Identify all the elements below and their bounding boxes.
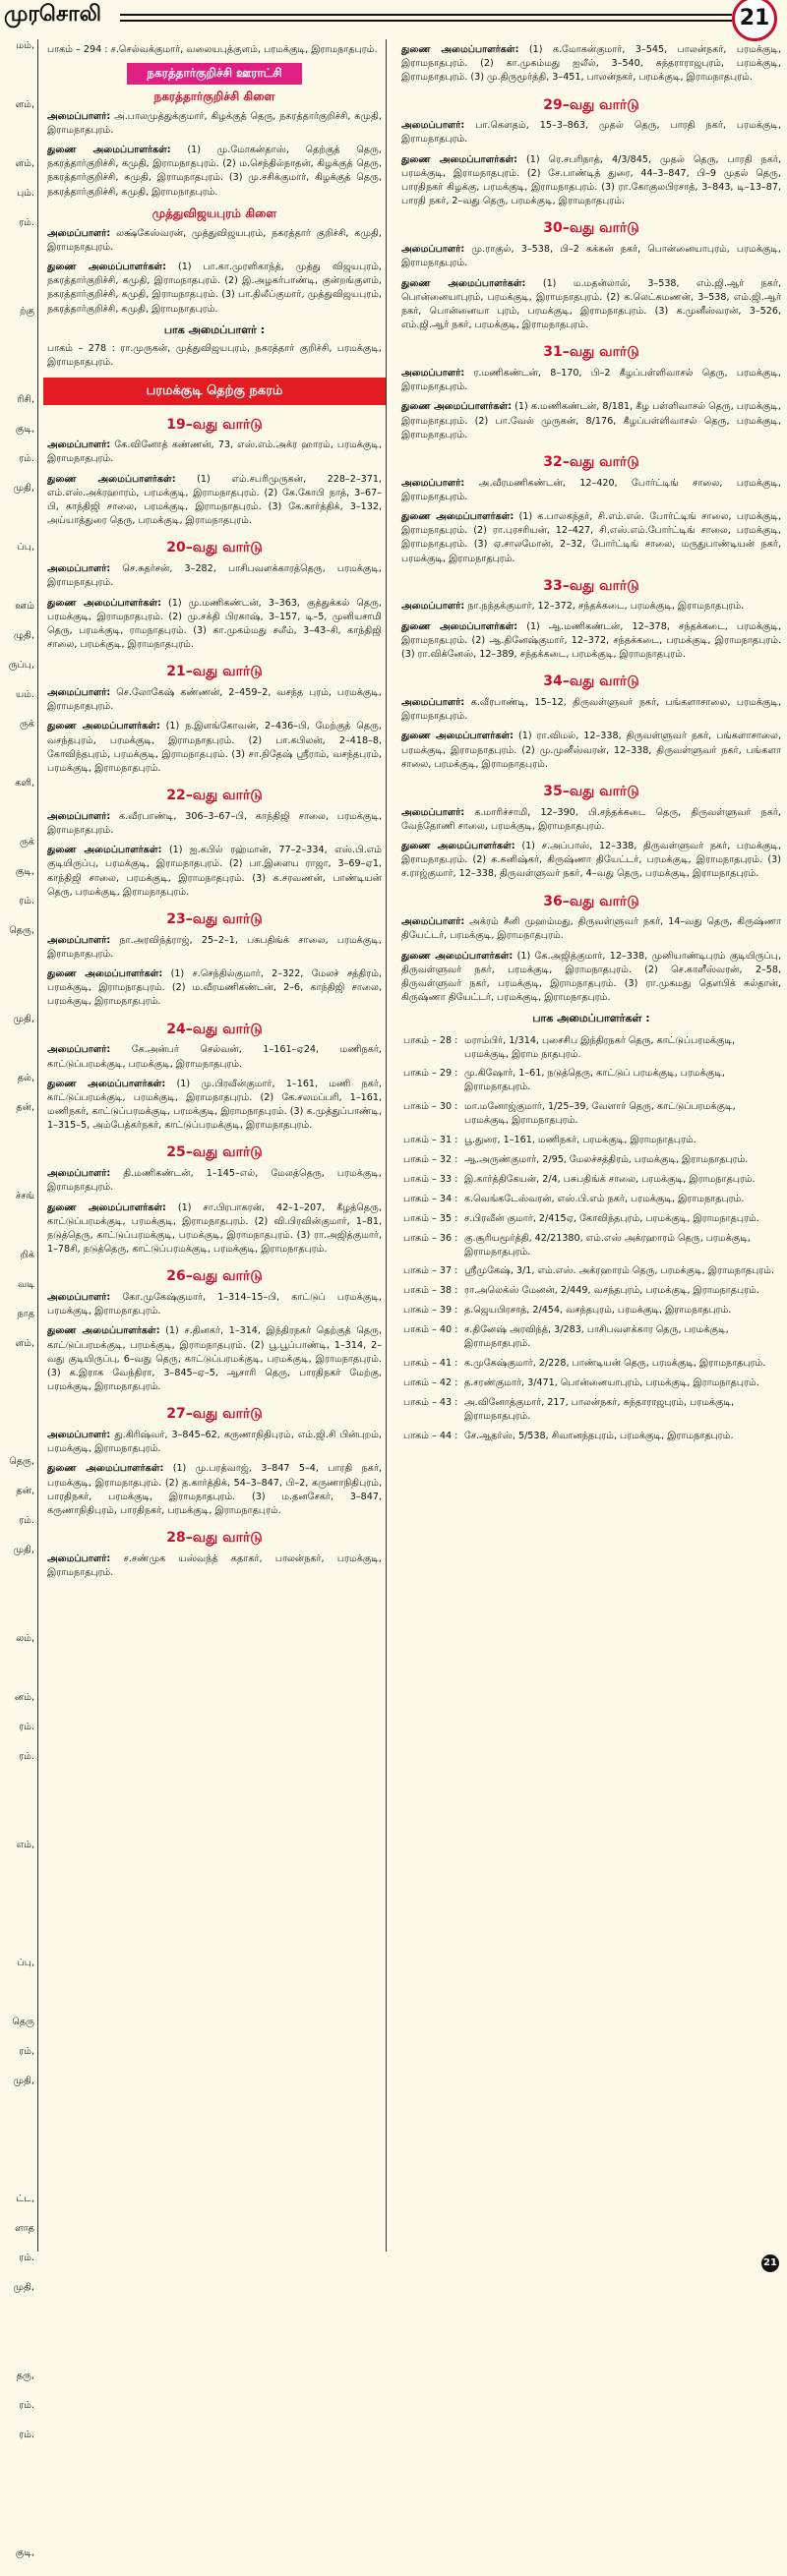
ward-secretary: அமைப்பாளர்: மு.ராகுல், 3–538, பி–2 கக்கன் நகர், பொன்னையாபுரம், பரமக்குடி, இராமநாதபுரம். [401,244,781,269]
ward-heading: 32–வது வார்டு [543,453,639,470]
booth-agent: அ.வினோத்குமார், 217, பாலன்நகர், சுந்தாராஜபுரம், பரமக்குடி, இராமநாதபுரம். [464,1396,735,1422]
cut-text-fragment: ப்பு, [17,1958,34,1968]
cut-text-fragment: ரம், [19,2046,34,2057]
cut-text-fragment [0,2340,37,2370]
cut-text-fragment [0,1927,37,1957]
footer-page-number: 21 [761,2254,779,2272]
booth-row [401,1209,781,1229]
cut-text-fragment: ருக் [19,837,34,848]
cut-text-fragment: தெரு [12,2017,34,2027]
booth-number: பாகம் – 32 : [403,1153,458,1165]
booth-agent: த.ஜெயபிரசாத், 2/454, வசந்தபுரம், பரமக்குடி, இராமநாதபுரம். [464,1305,732,1317]
cut-text-fragment: நாத [17,1309,34,1319]
booth-row [401,1320,781,1354]
cut-text-fragment: பும். [17,188,34,199]
cut-text-fragment [0,2311,37,2340]
cut-text-fragment [0,1367,37,1396]
section-banner: பரமக்குடி தெற்கு நகரம் [43,378,386,404]
booth-number: பாகம் – 30 : [403,1101,458,1113]
booth-number: பாகம் – 44 : [403,1430,458,1441]
ward-deputies: துணை அமைப்பாளர்கள்: (1) ஐ.கபில் ரஹ்மான், 77–2–334, எஸ்.பி.எம் குடியிருப்பு, பரமக்குடி, இராமநாதபுரம். (2) பா.இளைய ராஜா, 3–69–ஏ1, காந்திஜி சாலை, பரமக்குடி, இராமநாதபுரம். (3) க.சரவணன், பாண்டியன் தெரு, பரமக்குடி, இராமநாதபுரம். [47,845,382,898]
booth-row [401,1301,781,1320]
ward-heading: 23–வது வார்டு [166,910,263,927]
right-column [394,39,787,2252]
booth-row [401,1393,781,1427]
cut-text-fragment: ரிசி, [17,394,34,405]
middle-column [43,39,387,2252]
ward-heading: 22–வது வார்டு [166,788,263,804]
cut-text-fragment [0,2104,37,2134]
cut-text-fragment: ரம். [19,453,34,464]
booth-number: பாகம் – 39 : [403,1305,458,1317]
booth-agent: மா.மனோஜ்குமார், 1/25–39, வேளார் தெரு, காட்டுப்பரமக்குடி, பரமக்குடி, இராமநாதபுரம். [464,1101,736,1127]
ward-list-right [401,95,781,1006]
cut-text-fragment: வடி [18,1279,34,1290]
ward-heading: 24–வது வார்டு [166,1021,263,1037]
cut-text-fragment: ளம், [15,158,34,169]
ward-heading: 27–வது வார்டு [166,1406,263,1423]
cut-text-fragment: ரம். [19,2400,34,2411]
booth-row [401,1190,781,1209]
cut-text-fragment: ப்பு, [17,542,34,553]
ward-deputies: துணை அமைப்பாளர்கள்: (1) ம.மதன்லால், 3–538, எம்.ஜி.ஆர் நகர், பொன்னையாபுரம், பரமக்குடி, இராமநாதபுரம். (2) க.லெட்சுமணன், 3–538, எம்.ஜி.ஆர் நகர், பொன்னையா புரம், பரமக்குடி, இராமநாதபுரம். (3) க.முனீஸ்வரன், 3–526, எம்.ஜி.ஆர் நகர், பரமக்குடி, இராமநாதபுரம். [401,277,781,331]
ward-deputies: துணை அமைப்பாளர்கள்: (1) மு.மணிகண்டன், 3–363, குத்துக்கல் தெரு, பரமக்குடி, இராமநாதபுரம். (2) மு.சக்தி பிரகாஷ், 3–157, டி–5, முனியசாமி தெரு, பரமக்குடி, ராமநாதபுரம். (3) கா.முகம்மது சலீம், 3–43–சி, காந்திஜி சாலை, பரமக்குடி, இராமநாதபுரம். [47,597,382,651]
booth-agent: மராம்பிர், 1/314, புசைசிப இந்திரநகர் தெரு, காட்டுப்பரமக்குடி, பரமக்குடி, இராம நாதபுரம். [464,1034,736,1060]
cut-text-fragment: லம், [16,1633,34,1644]
ward-list-middle [47,415,382,1581]
ward-secretary: அமைப்பாளர்: கே.அன்பர் செல்வன், 1–161–ஏ24, மணிநகர், காட்டுப்பரமக்குடி, பரமக்குடி, இராமநாதபுரம். [47,1044,382,1070]
ward-secretary: அமைப்பாளர்: ர.மணிகண்டன், 8–170, பி–2 கீழப்பள்ளிவாசல் தெரு, பரமக்குடி, இராமநாதபுரம். [401,367,781,393]
booth-row [401,1131,781,1150]
booth-number: பாகம் – 42 : [403,1376,458,1388]
cut-text-fragment [0,2488,37,2517]
booth-row [401,1031,781,1065]
cut-text-fragment [0,69,37,98]
cut-text-fragment [0,2458,37,2488]
header-rule [120,14,732,22]
ward-heading: 34–வது வார்டு [543,673,639,690]
ward-heading: 33–வது வார்டு [543,577,639,594]
article-columns [0,39,787,2558]
cut-text-fragment [0,806,37,836]
cut-text-fragment [0,2163,37,2193]
ward-secretary: அமைப்பாளர்: பா.கௌதம், 15–3–863, முதல் தெரு, பாரதி நகர், பரமக்குடி, இராமநாதபுரம். [401,120,781,146]
booth-agent: ச.பிரவீன் குமார், 2/415ஏ, கோவிந்தபுரம், பரமக்குடி, இராமநாதபுரம். [464,1212,759,1224]
cut-text-fragment: தன், [16,1486,34,1496]
cut-text-fragment: களி, [15,778,34,789]
cut-text-fragment [0,1160,37,1190]
cut-text-fragment [0,1780,37,1809]
booth-subheading: பாக அமைப்பாளர் : [163,322,266,336]
booth-number: பாகம் – 33 : [403,1173,458,1185]
ward-heading: 25–வது வார்டு [166,1144,263,1161]
cut-text-fragment: ரம். [19,1515,34,1526]
booth-list-title: பாக அமைப்பாளர்கள் : [532,1012,650,1025]
ward-heading: 30–வது வார்டு [543,220,639,237]
cut-text-fragment [0,747,37,777]
cut-text-fragment [0,1868,37,1898]
cut-text-fragment [0,1042,37,1072]
ward-deputies: துணை அமைப்பாளர்கள்: (1) க.பாலகந்தர், சி.எம்.எல். போர்ட்டிங் சாலை, பரமக்குடி, இராமநாதபுரம். (2) ரா.புரசரியன், 12–427, சி.எஸ்.எம்.போர்ட்டிங் சாலை, பரமக்குடி, இராமநாதபுரம். (3) ஏ.சாலமோன், 2–32, போர்ட்டிங் சாலை, மருதுபாண்டியன் நகர், பரமக்குடி, இராமநாதபுரம். [401,511,781,564]
cut-text-fragment: முதி, [13,2076,34,2086]
branch-secretary-2: அமைப்பாளர்: லக்ஷ்கேஸ்வரன், முத்துவிஜயபுரம், நகரத்தார் குறிச்சி, கமுதி, இராமநாதபுரம். [47,227,382,253]
ward-secretary: அமைப்பாளர்: கே.வினோத் கண்ணன், 73, எஸ்.எம்.அக்ர ஹாரம், பரமக்குடி, இராமநாதபுரம். [47,439,382,465]
booth-row [401,1097,781,1131]
booth-row [401,1354,781,1374]
booth-agent: ச.தினேஷ் அரவிந்த், 3/283, பாசிபவளக்கார தெரு, பரமக்குடி, இராமநாதபுரம். [464,1324,729,1350]
ward-secretary: அமைப்பாளர்: அ.வீரமணிகண்டன், 12–420, போர்ட்டிங் சாலை, பரமக்குடி, இராமநாதபுரம். [401,477,781,502]
cut-text-fragment: குடி, [15,2547,34,2558]
ward-secretary: அமைப்பாளர்: க.வீரபாண்டி, 306–3–67–பி, காந்திஜி சாலை, பரமக்குடி, இராமநாதபுரம். [47,810,382,836]
ward-deputies: துணை அமைப்பாளர்கள்: (1) ச.தினகர், 1–314, இந்திரநகர் தெற்குத் தெரு, காட்டுப்பரமக்குடி, பரமக்குடி, இராமநாதபுரம். (2) பூ.பூப்பாண்டி, 1–314, 2–வது குடியிருப்பு, 6–வது தெரு, காட்டுப்பரமக்குடி, பரமக்குடி, இராமநாதபுரம். (3) க.இராக வேந்திரா, 3–845–ஏ–5, ஆசாரி தெரு, பாரதிநகர் மேற்கு, பரமக்குடி, இராமநாதபுரம். [47,1325,382,1393]
booth-row [401,1281,781,1301]
cut-text-fragment: முதி, [13,1545,34,1555]
cut-text-fragment [0,275,37,305]
cut-text-fragment: ளம், [15,1338,34,1349]
booth-agent: பூ.துரை, 1–161, மணிநகர், பரமக்குடி, இராமநாதபுரம். [464,1135,696,1146]
page-number-badge: 21 [732,0,777,41]
ward-deputies: துணை அமைப்பாளர்கள்: (1) ரா.விமல், 12–338, திருவள்ளுவர் நகர், பங்களாசாலை, பரமக்குடி, இராமநாதபுரம். (2) மு.முனீஸ்வரன், 12–338, திருவள்ளுவர் நகர், பங்களா சாலை, பரமக்குடி, இராமநாதபுரம். [401,731,781,770]
cut-text-fragment [0,128,37,157]
cut-text-fragment: தல், [17,1073,34,1083]
cut-text-fragment: தெரு, [9,925,34,936]
ward-heading: 21–வது வார்டு [166,664,263,680]
ward-secretary: அமைப்பாளர்: ச.சண்முக யஸ்வந்த் கதாகர், பாலன்நகர், பரமக்குடி, இராமநாதபுரம். [47,1552,382,1579]
booth-number: பாகம் – 28 : [403,1034,458,1046]
booth-294: பாகம் – 294 : ச.செல்வக்குமார், வலையபுத்குளம், பரமக்குடி, இராமநாதபுரம். [47,44,378,55]
ward-heading: 28–வது வார்டு [166,1530,263,1547]
cut-text-fragment: குடி, [15,866,34,877]
cut-text-fragment [0,1131,37,1160]
booth-278: பாகம் – 278 : ரா.முருகன், முத்துவிஜயபுரம், நகரத்தார் குறிச்சி, பரமக்குடி, இராமநாதபுரம். [47,342,382,369]
booth-row [401,1150,781,1170]
cut-text-fragment: ருக் [19,719,34,730]
cut-text-fragment: ச்சங் [15,1191,34,1201]
cut-text-fragment: ளம், [15,99,34,110]
cut-text-fragment [0,1603,37,1632]
branch-heading-2: முத்துவிஜயபுரம் கிளை [151,205,277,220]
cut-text-fragment: முதி, [13,483,34,494]
ward-secretary: அமைப்பாளர்: து.கிரிஷ்வர், 3–845–62, கருணாநிதிபுரம், எம்.ஜி.சி பின்புறம், பரமக்குடி, இராமநாதபுரம். [47,1430,382,1455]
cut-text-fragment: ரம். [19,896,34,907]
ward-secretary: அமைப்பாளர்: நா.நந்தக்குமார், 12–372, சந்தக்கடை, பரமக்குடி, இராமநாதபுரம். [401,601,745,613]
ward-deputies: துணை அமைப்பாளர்கள்: (1) ந.இளங்கோவன், 2–436–பி, மேற்குத் தெரு, வசந்தபுரம், பரமக்குடி, இராமநாதபுரம். (2) பா.கபிலன், 2–418–8, கோவிந்தபுரம், பரமக்குடி, இராமநாதபுரம். (3) சா.நிதேஷ் ஸ்ரீராம், வசந்தபுரம், பரமக்குடி, இராமநாதபுரம். [47,721,382,774]
cut-text-fragment: ட்ட, [16,2194,34,2204]
booth-row [401,1427,781,1446]
cut-text-fragment [0,1986,37,2016]
panchayat-heading: நகரத்தார்குறிச்சி ஊராட்சி [127,63,302,85]
cut-text-fragment [0,334,37,364]
ward-secretary: அமைப்பாளர்: க.மாரிச்சாமி, 12–390, பி.சந்தக்கடை தெரு, திருவள்ளுவர் நகர், வேந்தோணி சாலை, பரமக்குடி, இராமநாதபுரம். [401,806,781,832]
cut-text-fragment [0,511,37,541]
ward-deputies: துணை அமைப்பாளர்கள்: (1) ச.அப்பாஸ், 12–338, திருவள்ளுவர் நகர், பரமக்குடி, இராமநாதபுரம். (2) க.கனிஷ்கர், கிருஷ்ணா தியேட்டர், பரமக்குடி, இராமநாதபுரம். (3) ச.ராஜ்குமார், 12–338, திருவள்ளுவர் நகர், 4–வது தெரு, பரமக்குடி, இராமநாதபுரம். [401,840,781,880]
cut-text-fragment [0,1396,37,1426]
cut-text-fragment [0,1898,37,1927]
cut-text-fragment: ரம். [19,2253,34,2263]
ward-heading: 29–வது வார்டு [543,96,639,113]
booth-number: பாகம் – 35 : [403,1212,458,1224]
branch-heading: நகரத்தார்குறிச்சி கிளை [153,88,275,103]
booth-agent: மு.கிஷோர், 1–61, நடுத்தெரு, காட்டுப் பரமக்குடி, பரமக்குடி, இராமநாதபுரம். [464,1068,725,1093]
ward-deputies: துணை அமைப்பாளர்கள்: (1) ச.செந்தில்குமார், 2–322, மேலச் சத்திரம், பரமக்குடி, இராமநாதபுரம். (2) ம.வீரமணிகண்டன், 2–6, காந்திஜி சாலை, பரமக்குடி, இராமநாதபுரம். [47,968,382,1008]
cut-text-fragment: ரம். [19,1751,34,1762]
cut-text-fragment: மம், [16,40,34,51]
booth-number: பாகம் – 38 : [403,1285,458,1297]
booth-agent: த.சரண்குமார், 3/471, பொன்னையாபுரம், பரமக்குடி, இராமநாதபுரம். [464,1376,759,1388]
booth-agent: க.வெங்கடேஸ்வரன், எஸ்.பி.எம் நகர், பரமக்குடி, இராமநாதபுரம். [464,1193,745,1204]
booth-agent: க.முகேஷ்குமார், 2/228, பாண்டியன் தெரு, பரமக்குடி, இராமநாதபுரம். [464,1357,766,1369]
cut-text-fragment: ருப்பு, [8,660,34,671]
ward-deputies: துணை அமைப்பாளர்கள்: (1) கே.அஜித்குமார், 12–338, முனியாண்டிபுரம் குடியிருப்பு, திருவள்ளுவர் நகர், பரமக்குடி, இராமநாதபுரம். (2) செ.காளீஸ்வரன், 2–58, திருவள்ளுவர் நகர், பரமக்குடி, இராமநாதபுரம். (3) ரா.முகமது தௌபிக் சுல்தான், கிருஷ்ணா தியேட்டர், பரமக்குடி, இராமநாதபுரம். [401,950,781,1004]
cut-text-fragment: தரு, [16,2371,34,2381]
booth-number: பாகம் – 34 : [403,1193,458,1204]
cut-text-fragment [0,1662,37,1691]
booth-agent: இ.கார்த்திகேயன், 2/4, பசுபதிங்க் சாலை, பரமக்குடி, இராமநாதபுரம். [464,1173,756,1185]
booth-number: பாகம் – 31 : [403,1135,458,1146]
booth-agent: ரா.அலெக்ஸ் மேனன், 2/449, வசந்தபுரம், பரமக்குடி, இராமநாதபுரம். [464,1285,759,1297]
ward-secretary: அமைப்பாளர்: அக்ரம் சீனி முஹம்மது, திருவள்ளுவர் நகர், 14–வது தெரு, கிருஷ்ணா தியேட்டர், பரமக்குடி, இராமநாதபுரம். [401,916,781,942]
booth-number: பாகம் – 43 : [403,1396,458,1408]
booth-agent: கு.சூரியமூர்த்தி, 42/21380, எம்.எஸ் அக்ரஹாரம் தெரு, பரமக்குடி, இராமநாதபுரம். [464,1232,751,1258]
ward-deputies: துணை அமைப்பாளர்கள்: (1) எம்.சபரிமுருகன், 228–2–371, எம்.எஸ்.அக்ரஹாரம், பரமக்குடி, இராமநாதபுரம். (2) கே.கோபி நாத், 3–67–பி, காந்திஜி சாலை, பரமக்குடி, இராமநாதபுரம். (3) கே.கார்த்திக், 3–132, அய்யாத்துரை தெரு, பரமக்குடி, இராமநாதபுரம். [47,473,382,527]
booth-row [401,1261,781,1281]
booth-agent: ஸ்ரீமுகேஷ், 3/1, எம்.எஸ். அக்ரஹாரம் தெரு, பரமக்குடி, இராமநாதபுரம். [464,1265,775,1277]
booth-number: பாகம் – 40 : [403,1324,458,1336]
booth-row [401,1064,781,1097]
ward-secretary: அமைப்பாளர்: நா.அரவிந்த்ராஜ், 25–2–1, பசுபதிங்க் சாலை, பரமக்குடி, இராமநாதபுரம். [47,934,382,960]
cut-text-fragment: ரம். [19,217,34,228]
cut-text-fragment: ரம். [19,1722,34,1732]
cut-text-fragment [0,2517,37,2547]
ward-secretary: அமைப்பாளர்: தி.மணிகண்டன், 1–145–எல், மேலத்தெரு, பரமக்குடி, இராமநாதபுரம். [47,1168,382,1194]
cut-text-fragment: முதி, [13,2282,34,2293]
ward-deputies: துணை அமைப்பாளர்கள்: (1) மு.பரத்வாஜ், 3–847 5–4, பாரதி நகர், பரமக்குடி, இராமநாதபுரம். (2) த.கார்த்திக், 54–3–847, பி–2, கருணாநிதிபுரம், பாரதிநகர், பரமக்குடி, இராமநாதபுரம். (3) ம.தனசேகர், 3–847, கருணாநிதிபுரம், பாரதிநகர், பரமக்குடி, இராமநாதபுரம். [47,1463,383,1516]
booth-row [401,1170,781,1190]
page-header [0,0,787,35]
cut-text-fragment [0,954,37,983]
booth-table [401,1031,781,1446]
cut-text-fragment [0,1426,37,1455]
branch-deputies-2: துணை அமைப்பாளர்கள்: (1) பா.கா.முரளிகாந்த், முத்து விஜயபுரம், நகரத்தார்குறிச்சி, கமுதி, இராமநாதபுரம். (2) இ.அழகர்பாண்டி, குன்றங்குளம், நகரத்தார்குறிச்சி, கமுதி, இராமநாதபுரம். (3) பா.திலீப்குமார், முத்துவிஜயபுரம், நகரத்தார்குறிச்சி, கமுதி, இராமநாதபுரம். [47,261,382,315]
ward-deputies: துணை அமைப்பாளர்கள்: (1) ஆ.மணிகண்டன், 12–378, சந்தக்கடை, பரமக்குடி, இராமநாதபுரம். (2) ஆ.தினேஷ்குமார், 12–372, சந்தக்கடை, பரமக்குடி, இராமநாதபுரம். (3) ரா.விக்னேஸ், 12–389, சந்தக்கடை, பரமக்குடி, இராமநாதபுரம். [401,620,781,661]
cut-text-fragment [0,2134,37,2163]
cut-text-fragment: குடி, [15,424,34,435]
booth-agent: சே.ஆதர்ஸ், 5/538, சிவானந்தபுரம், பரமக்குடி, இராமநாதபுரம். [464,1430,734,1441]
ward-heading: 26–வது வார்டு [166,1268,263,1285]
ward-deputies: துணை அமைப்பாளர்கள்: (1) க.மணிகண்டன், 8/181, கீழ பள்ளிவாசல் தெரு, பரமக்குடி, இராமநாதபுரம். (2) பா.வேல் முருகன், 8/176, கீழப்பள்ளிவாசல் தெரு, பரமக்குடி, இராமநாதபுரம். [401,401,781,440]
cut-text-fragment [0,1809,37,1839]
cut-text-fragment: ழுதி, [13,630,34,641]
ward-secretary: அமைப்பாளர்: செ.சுதர்சன், 3–282, பாசிபவளக்காரத்தெரு, பரமக்குடி, இராமநாதபுரம். [47,563,382,589]
cut-text-fragment: ஊம் [15,601,34,612]
booth-row [401,1374,781,1393]
cut-text-fragment: ற்கு [20,306,34,317]
cut-text-fragment: தெரு, [9,1456,34,1467]
booth-row [401,1229,781,1262]
cut-text-fragment [0,364,37,393]
ward-deputies: துணை அமைப்பாளர்கள்: (1) சா.பிரபாகரன், 42–1–207, கீழத்தெரு, காட்டுப்பரமக்குடி, பரமக்குடி, இராமநாதபுரம். (2) வி.பிரவின்குமார், 1–81, நடுத்தெரு, காட்டுப்பரமக்குடி, பரமக்குடி, இராமநாதபுரம். (3) ரா.அஜித்குமார், 1–78சி, நடுத்தெரு, காட்டுப்பரமக்குடி, பரமக்குடி, இராமநாதபுரம். [47,1201,382,1256]
cut-text-fragment: யம். [16,689,34,700]
cut-text-fragment: தன், [16,1102,34,1113]
cut-text-fragment [0,1219,37,1249]
left-cut-column [0,39,38,2558]
ward-deputies: துணை அமைப்பாளர்கள்: (1) மு.பிரவீன்குமார், 1–161, மணி நகர், காட்டுப்பரமக்குடி, பரமக்குடி, இராமநாதபுரம். (2) கே.சலமப்பரி, 1–161, மணிநகர், காட்டுப்பரமக்குடி, பரமக்குடி, இராமநாதபுரம். (3) க.முத்துப்பாண்டி, 1–315–5, அம்பேத்கர்நகர், காட்டுப்பரமக்குடி, இராமநாதபுரம். [47,1078,382,1132]
ward-heading: 36–வது வார்டு [543,893,639,909]
ward-heading: 19–வது வார்டு [166,416,263,433]
cut-text-fragment: ளாத [15,2223,34,2234]
ward-heading: 20–வது வார்டு [166,540,263,556]
booth-agent: ஆ.அருண்குமார், 2/95, மேலச்சத்திரம், பரமக்குடி, இராமநாதபுரம். [464,1153,749,1165]
cut-text-fragment: றிக் [20,1250,34,1260]
cut-text-fragment [0,983,37,1013]
ward-heading: 35–வது வார்டு [543,783,639,799]
masthead-title: முரசொலி [4,2,101,27]
branch-secretary: அமைப்பாளர்: அ.பாலமுத்துக்குமார், கிழக்குத் தெரு, நகரத்தார்குறிச்சி, கமுதி, இராமநாதபுரம். [47,110,382,136]
booth-number: பாகம் – 41 : [403,1357,458,1369]
cut-text-fragment: னம், [14,1692,34,1703]
ward-secretary: அமைப்பாளர்: க.வீரபாண்டி, 15–12, திருவள்ளுவர் நகர், பங்களாசாலை, பரமக்குடி, இராமநாதபுரம். [401,696,781,723]
ward-28-deputies: துணை அமைப்பாளர்கள்: (1) க.மோகன்குமார், 3–545, பாலன்நகர், பரமக்குடி, இராமநாதபுரம். (2) கா.முகம்மது ஐலீல், 3–540, சுந்தராராஜபுரம், பரமக்குடி, இராமநாதபுரம். (3) மு.திருமூர்த்தி, 3–451, பாலன்நகர், பரமக்குடி, இராமநாதபுரம். [401,44,781,84]
cut-text-fragment: முதி, [13,1014,34,1025]
booth-number: பாகம் – 36 : [403,1232,458,1244]
ward-deputies: துணை அமைப்பாளர்கள்: (1) ரெ.சபரிநாத், 4/3/845, முதல் தெரு, பாரதி நகர், பரமக்குடி, இராமநாதபுரம். (2) சே.பாண்டித் துரை, 44–3–847, பி–9 முதல் தெரு, பாரதிநகர் கிழக்கு, பரமக்குடி, இராமநாதபுரம். (3) ரா.கோகுலபிரசாத், 3–843, டி–13–87, பாரதி நகர், 2–வது தெரு, பரமக்குடி, இராமநாதபுரம். [401,153,781,207]
ward-heading: 31–வது வார்டு [543,344,639,361]
cut-text-fragment: ரம். [19,2430,34,2440]
branch-deputies: துணை அமைப்பாளர்கள்: (1) மு.மோகன்தாஸ், தெற்குத் தெரு, நகரத்தார்குறிச்சி, கமுதி, இராமநாதபுரம். (2) ம.செந்தில்நாதன், கிழக்குத் தெரு, நகரத்தார்குறிச்சி, கமுதி, இராமநாதபுரம். (3) மு.சசிக்குமார், கிழக்குத் தெரு, நகரத்தார்குறிச்சி, கமுதி, இராமநாதபுரம். [47,145,382,198]
cut-text-fragment: எம், [16,1840,34,1850]
booth-number: பாகம் – 37 : [403,1265,458,1277]
booth-number: பாகம் – 29 : [403,1068,458,1080]
ward-secretary: அமைப்பாளர்: கோ.முகேஷ்குமார், 1–314–15–பி, காட்டுப் பரமக்குடி, பரமக்குடி, இராமநாதபுரம். [47,1292,382,1317]
cut-text-fragment [0,570,37,600]
cut-text-fragment [0,1573,37,1603]
cut-text-fragment [0,246,37,275]
ward-secretary: அமைப்பாளர்: செ.லோகேஷ் கண்ணன், 2–459–2, வசந்த புரம், பரமக்குடி, இராமநாதபுரம். [47,686,382,713]
